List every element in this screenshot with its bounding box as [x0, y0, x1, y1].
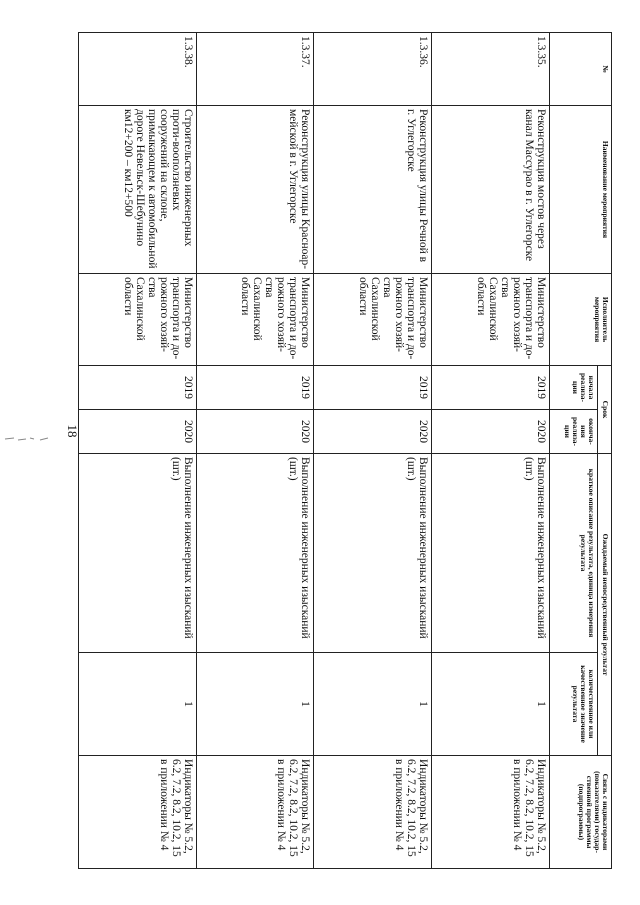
- row-desc: Выполнение инженерных изысканий (шт.): [314, 454, 432, 653]
- row-number: 1.3.36.: [314, 33, 432, 106]
- row-number: 1.3.38.: [79, 33, 197, 106]
- header-link: Связь с индикаторами (показателями) государ-ственной программы (подпрограммы): [550, 756, 612, 869]
- row-link: Индикаторы № 5.2, 6.2, 7.2, 8.2, 10.2, 15 в приложении № 4: [79, 756, 197, 869]
- row-executor: Министерство транспорта и до-рожного хозяй-ства Сахалинской области: [432, 274, 550, 366]
- row-link: Индикаторы № 5.2, 6.2, 7.2, 8.2, 10.2, 15 в приложении № 4: [196, 756, 314, 869]
- row-start: 2019: [432, 366, 550, 410]
- rotated-table-wrapper: [78, 32, 612, 868]
- table-row: [314, 33, 432, 869]
- measures-table: [78, 32, 612, 869]
- header-row-top: [598, 33, 612, 869]
- row-start: 2019: [79, 366, 197, 410]
- row-executor: Министерство транспорта и до-рожного хозяй-ства Сахалинской области: [79, 274, 197, 366]
- row-qty: 1: [196, 653, 314, 756]
- row-start: 2019: [196, 366, 314, 410]
- table-row: [79, 33, 197, 869]
- row-number: 1.3.35.: [432, 33, 550, 106]
- header-desc: краткое описание результата, единица измерения результата: [550, 454, 598, 653]
- row-qty: 1: [432, 653, 550, 756]
- row-end: 2020: [314, 410, 432, 454]
- table-row: [432, 33, 550, 869]
- row-end: 2020: [432, 410, 550, 454]
- header-executor: Исполнитель мероприятия: [550, 274, 612, 366]
- row-desc: Выполнение инженерных изысканий (шт.): [432, 454, 550, 653]
- header-expected: Ожидаемый непосредственный результат: [598, 454, 612, 756]
- header-no: №: [550, 33, 612, 106]
- row-number: 1.3.37.: [196, 33, 314, 106]
- row-link: Индикаторы № 5.2, 6.2, 7.2, 8.2, 10.2, 15 в приложении № 4: [432, 756, 550, 869]
- row-name: Реконструкция мостов через канал Массурао в г. Углегорске: [432, 106, 550, 274]
- row-executor: Министерство транспорта и до-рожного хозяй-ства Сахалинской области: [314, 274, 432, 366]
- row-qty: 1: [79, 653, 197, 756]
- header-end: оконча-ния реализа-ции: [550, 410, 598, 454]
- row-name: Реконструкция улицы Речной в г. Углегорске: [314, 106, 432, 274]
- header-name: Наименование мероприятия: [550, 106, 612, 274]
- row-end: 2020: [79, 410, 197, 454]
- table-row: [196, 33, 314, 869]
- header-start: начала реализа-ции: [550, 366, 598, 410]
- row-start: 2019: [314, 366, 432, 410]
- page-number: 18: [65, 424, 80, 438]
- header-term: Срок: [598, 366, 612, 454]
- row-desc: Выполнение инженерных изысканий (шт.): [196, 454, 314, 653]
- header-qty: количественное или качественное значение результата: [550, 653, 598, 756]
- scan-artifact-mark: [4, 435, 50, 443]
- row-end: 2020: [196, 410, 314, 454]
- row-name: Строительство инженерных проти-вооползневых сооружений на склоне, примыкающем к автомобильной дороге Невельск-Шебунино км12+200 – км12+500: [79, 106, 197, 274]
- row-executor: Министерство транспорта и до-рожного хозяй-ства Сахалинской области: [196, 274, 314, 366]
- row-desc: Выполнение инженерных изысканий (шт.): [79, 454, 197, 653]
- row-link: Индикаторы № 5.2, 6.2, 7.2, 8.2, 10.2, 15 в приложении № 4: [314, 756, 432, 869]
- row-qty: 1: [314, 653, 432, 756]
- row-name: Реконструкция улицы Красноар-мейской в г. Углегорске: [196, 106, 314, 274]
